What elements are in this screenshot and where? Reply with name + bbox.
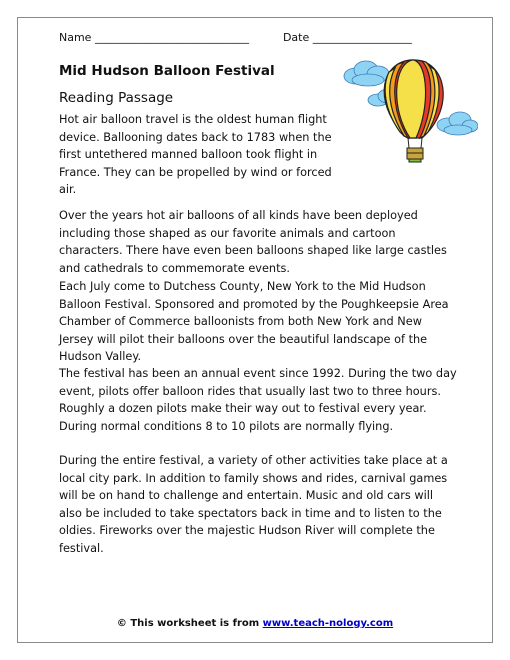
date-field-label: Date __________________ — [282, 31, 412, 44]
name-field-label: Name ____________________________ — [59, 31, 249, 44]
balloon-envelope — [384, 60, 443, 138]
balloon-basket — [407, 138, 423, 162]
hot-air-balloon-icon — [338, 50, 478, 175]
paragraph-3: Each July come to Dutchess County, New York to the Mid Hudson Balloon Festival. Sponsored and promoted by the Poughkeepsie Area Chamber of Commerce balloonists from both New York and New Jersey will pilot their balloons over the beautiful landscape of the Hudson Valley. — [59, 280, 449, 364]
name-date-header — [59, 31, 412, 44]
paragraph-5: During the entire festival, a variety of other activities take place at a local city park. In addition to family shows and rides, carnival games will be on hand to challenge and entertain. Music and old cars will also be included to take spectators back in time and to listen to the oldies. Fireworks over the majestic Hudson River will complete the festival. — [59, 454, 448, 555]
paragraph-4: The festival has been an annual event since 1992. During the two day event, pilots offer balloon rides that usually last two to three hours. Roughly a dozen pilots make their way out to festival every year. During normal conditions 8 to 10 pilots are normally flying. — [59, 367, 457, 433]
cloud-left-icon — [344, 61, 389, 86]
footer-link[interactable]: www.teach-nology.com — [262, 618, 394, 629]
paragraph-2: Over the years hot air balloons of all kinds have been deployed including those shaped as our favorite animals and cartoon characters. There have even been balloons shaped like large castles and cathedrals to commemorate events. — [59, 209, 447, 275]
cloud-right-icon — [437, 112, 478, 135]
footer-credit — [0, 618, 510, 629]
paragraph-1: Hot air balloon travel is the oldest human flight device. Ballooning dates back to 1783 when the first untethered manned balloon took flight in France. They can be propelled by wind or forced air. — [59, 113, 332, 197]
footer-text: © This worksheet is from — [116, 618, 263, 629]
worksheet-title: Mid Hudson Balloon Festival — [59, 63, 275, 79]
worksheet-subtitle: Reading Passage — [59, 90, 174, 106]
